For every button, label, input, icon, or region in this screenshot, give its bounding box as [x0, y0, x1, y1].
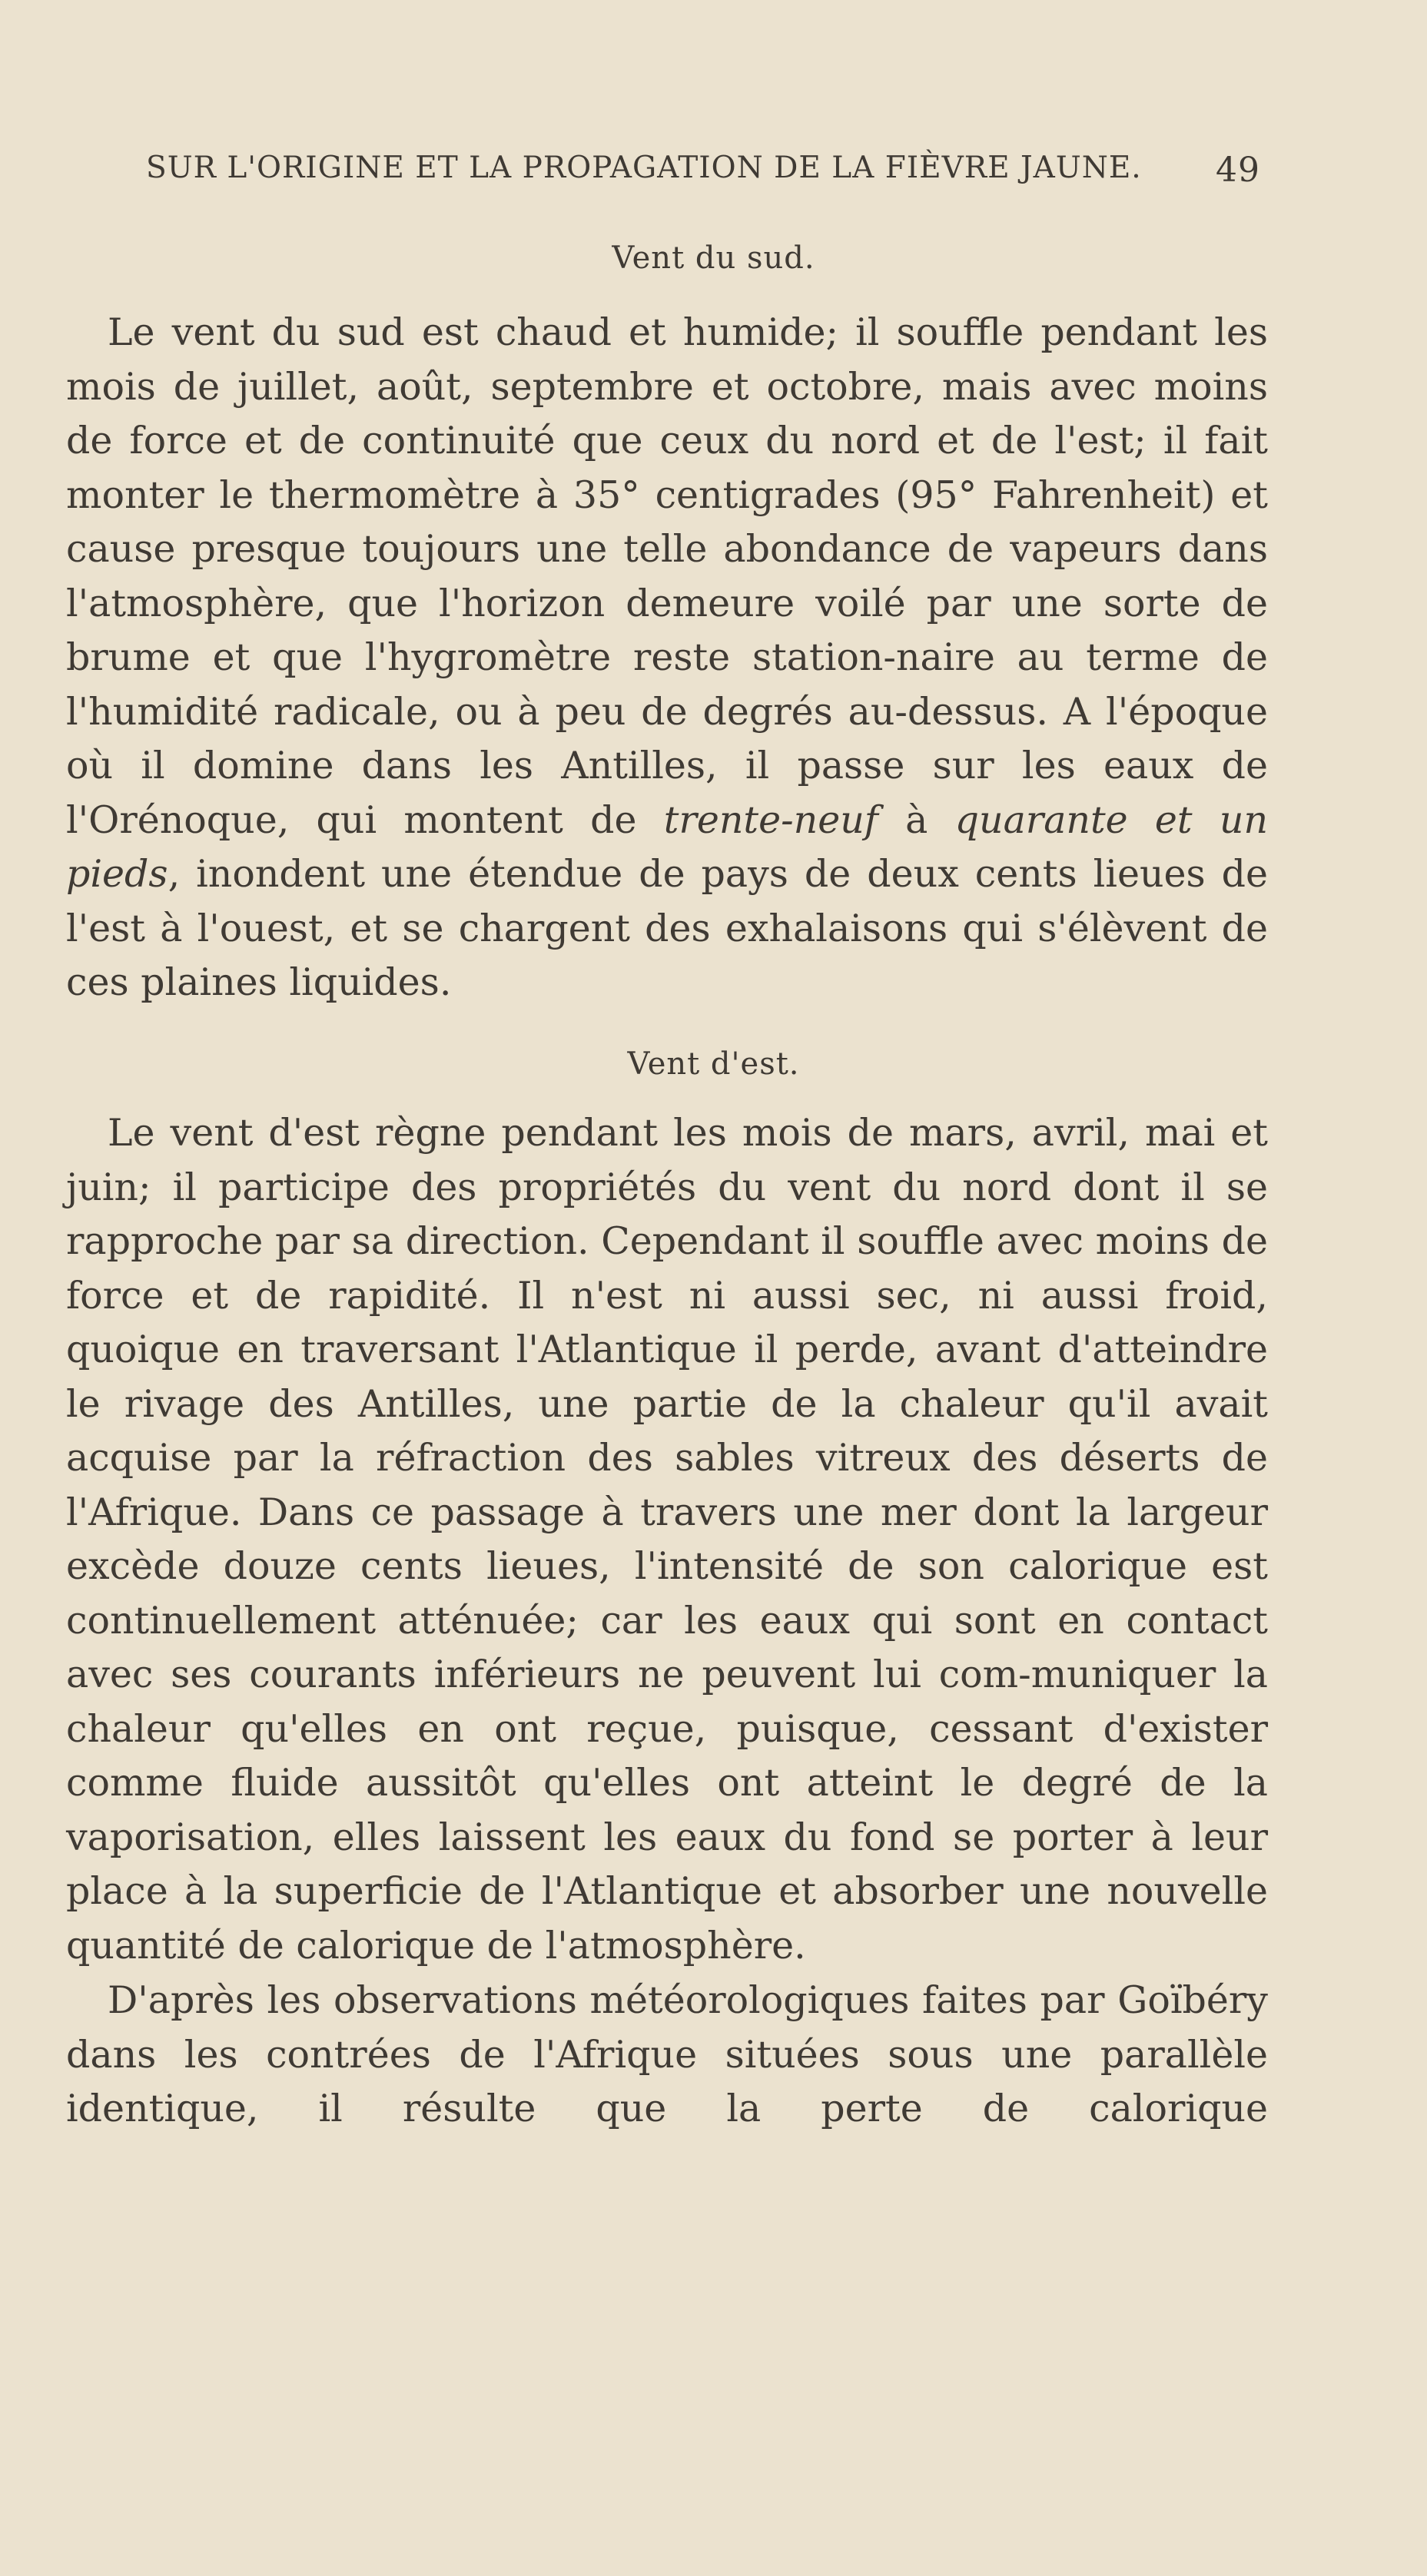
- paragraph-goibery: [66, 1974, 1268, 2137]
- paragraph-vent-d-est: [66, 1106, 1268, 1973]
- page-header: [146, 151, 1260, 204]
- section-heading-vent-du-sud: Vent du sud.: [612, 240, 815, 276]
- page-number: 49: [1216, 151, 1260, 190]
- paragraph-text: Le vent du sud est chaud et humide; il souffle pendant les mois de juillet, août, septembre et octobre, mais avec moins de force et de continuité que ceux du nord et de l'est; il fait monter le thermomètre à 35° centigrades (95° Fahrenheit) et cause presque toujours une telle abondance de vapeurs dans l'atmosphère, que l'horizon demeure voilé par une sorte de brume et que l'hygromètre reste station-naire au terme de l'humidité radicale, ou à peu de degrés au-dessus. A l'époque où il domine dans les Antilles, il passe sur les eaux de l'Orénoque, qui montent de: [66, 310, 1268, 842]
- paragraph-text: , inondent une étendue de pays de deux cents lieues de l'est à l'ouest, et se chargent des exhalaisons qui s'élèvent de ces plaines liquides.: [66, 852, 1268, 1004]
- italic-phrase: quarante et un pieds: [66, 797, 1268, 896]
- paragraph-text: D'après les observations météorologiques faites par Goïbéry dans les contrées de l'Afrique situées sous une parallèle identique, il résulte que la perte de calorique: [66, 1978, 1268, 2130]
- running-title: SUR L'ORIGINE ET LA PROPAGATION DE LA FIÈVRE JAUNE.: [146, 151, 1142, 185]
- section-heading-vent-d-est: Vent d'est.: [627, 1046, 800, 1082]
- paragraph-vent-du-sud: [66, 306, 1268, 1010]
- italic-phrase: trente-neuf: [663, 797, 878, 842]
- paragraph-text: Le vent d'est règne pendant les mois de mars, avril, mai et juin; il participe des propriétés du vent du nord dont il se rapproche par sa direction. Cependant il souffle avec moins de force et de rapidité. Il n'est ni aussi sec, ni aussi froid, quoique en traversant l'Atlantique il perde, avant d'atteindre le rivage des Antilles, une partie de la chaleur qu'il avait acquise par la réfraction des sables vitreux des déserts de l'Afrique. Dans ce passage à travers une mer dont la largeur excède douze cents lieues, l'intensité de son calorique est continuellement atténuée; car les eaux qui sont en contact avec ses courants inférieurs ne peuvent lui com-muniquer la chaleur qu'elles en ont reçue, puisque, cessant d'exister comme fluide aussitôt qu'elles ont atteint le degré de la vaporisation, elles laissent les eaux du fond se porter à leur place à la superficie de l'Atlantique et absorber une nouvelle quantité de calorique de l'atmosphère.: [66, 1111, 1268, 1968]
- paragraph-text: à: [878, 797, 955, 842]
